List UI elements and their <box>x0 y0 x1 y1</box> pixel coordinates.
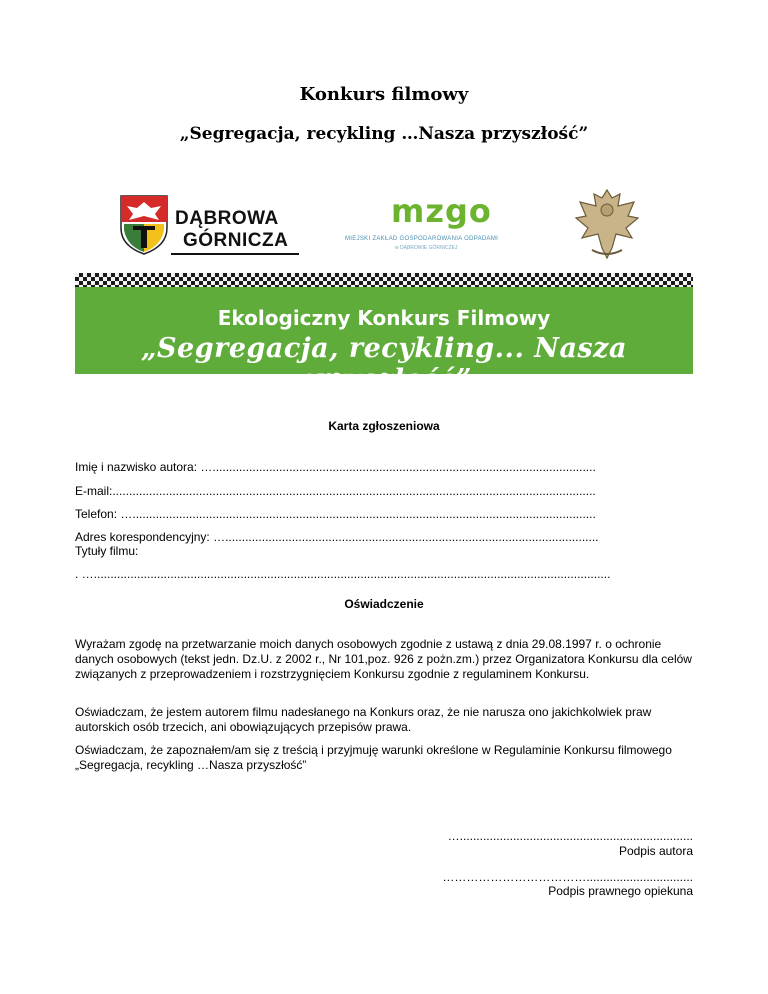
document-subtitle: „Segregacja, recykling …Nasza przyszłość” <box>179 124 589 144</box>
authorship-paragraph: Oświadczam, że jestem autorem filmu nadesłanego na Konkurs oraz, że nie narusza ono jakichkolwiek praw autorskich osób trzecich, ani obowiązujących przepisów prawa. <box>75 705 652 734</box>
guardian-signature-line[interactable]: ………………………………................................ <box>442 870 693 884</box>
rules-paragraph: Oświadczam, że zapoznałem/am się z treścią i przyjmuję warunki określone w Regulaminie Konkursu filmowego „Segregacja, recykling …Nasza przyszłość” <box>75 743 672 772</box>
city-coat-of-arms-icon <box>119 194 169 256</box>
mzgo-logo: mzgo <box>391 192 492 230</box>
email-field[interactable]: E-mail:................................................................................................................................................. <box>75 484 596 498</box>
phone-field[interactable]: Telefon: …........................................................................................................................................... <box>75 507 596 521</box>
city-name-line1: DĄBROWA <box>175 208 279 229</box>
contest-banner <box>75 178 693 395</box>
address-field[interactable]: Adres korespondencyjny: …................................................................................................................ <box>75 530 599 544</box>
banner-heading: Ekologiczny Konkurs Filmowy <box>217 306 551 330</box>
guardian-signature-label: Podpis prawnego opiekuna <box>548 884 693 898</box>
mzgo-full-name: MIEJSKI ZAKŁAD GOSPODAROWANIA ODPADAMI <box>345 236 499 242</box>
banner-slogan: „Segregacja, recykling... Nasza przyszłość” <box>141 333 627 395</box>
form-title: Karta zgłoszeniowa <box>328 419 440 433</box>
mzgo-location: w DĄBROWIE GÓRNICZEJ <box>395 245 458 251</box>
consent-paragraph: Wyrażam zgodę na przetwarzanie moich danych osobowych zgodnie z ustawą z dnia 29.08.1997 r. o ochronie danych osobowych (tekst jedn. Dz.U. z 2002 r., Nr 101,poz. 926 z pożn.zm.) przez Organizatora Konkursu dla celów związanych z przeprowadzeniem i rozstrzygnięciem Konkursu zgodnie z regulaminem Konkursu. <box>75 637 692 681</box>
author-signature-line[interactable]: …...................................................................... <box>447 829 693 843</box>
author-name-field[interactable]: Imię i nazwisko autora: …................................................................................................................... <box>75 460 596 474</box>
statement-title: Oświadczenie <box>344 597 424 611</box>
city-name-line2: GÓRNICZA <box>183 230 289 251</box>
banner-green-area <box>75 287 693 395</box>
film-titles-field[interactable]: . …........................................................................................................................................................... <box>75 567 611 581</box>
city-logo-underline <box>171 253 299 255</box>
eagle-emblem-icon <box>572 184 642 264</box>
film-titles-label: Tytuły filmu: <box>75 544 139 558</box>
banner-logos <box>75 178 693 273</box>
document-title: Konkurs filmowy <box>299 84 469 105</box>
author-signature-label: Podpis autora <box>618 844 693 858</box>
checkered-strip <box>75 273 693 287</box>
